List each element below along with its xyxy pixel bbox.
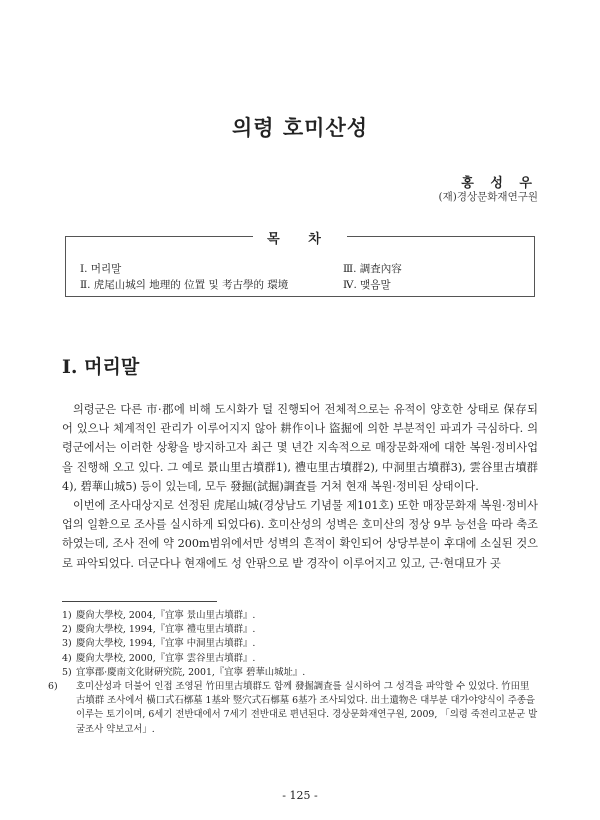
table-of-contents: [65, 232, 535, 297]
toc-heading-wrap: [66, 228, 534, 247]
footnote-num: 4): [62, 652, 72, 664]
toc-heading: 목 차: [253, 232, 347, 247]
footnote-text: 宜寧郡·慶南文化財硏究院, 2001,『宜寧 碧華山城址』.: [76, 666, 306, 678]
footnotes: [48, 609, 538, 737]
toc-item-2: Ⅱ. 虎尾山城의 地理的 位置 및 考古學的 環境: [80, 279, 289, 291]
toc-item-3: Ⅲ. 調査內容: [343, 263, 402, 275]
footnote-divider: [62, 601, 217, 602]
footnote-1: [62, 609, 538, 623]
toc-item-1: Ⅰ. 머리말: [80, 263, 122, 275]
footnote-num: 5): [62, 666, 72, 678]
footnote-2: [62, 623, 538, 637]
footnote-3: [62, 637, 538, 651]
footnote-text: 慶尙大學校, 2000,『宜寧 雲谷里古墳群』.: [76, 652, 256, 664]
footnote-text: 慶尙大學校, 1994,『宜寧 中洞里古墳群』.: [76, 638, 256, 650]
page-number: - 125 -: [282, 789, 318, 802]
footnote-num: 3): [62, 638, 72, 650]
author-name: 홍 성 우: [461, 176, 538, 191]
footnote-num: 6): [48, 681, 58, 693]
body-paragraph-2: 이번에 조사대상지로 선정된 虎尾山城(경상남도 기념물 제101호) 또한 매장문화재 복원·정비사업의 일환으로 조사를 실시하게 되었다6). 호미산성의 성벽은 호미산의 정상 9부 능선을 따라 축조하였는데, 조사 전에 약 200m범위에서만 성벽의 흔적이 확인되어 상당부분이 후대에 소실된 것으로 파악되었다. 더군다나 현재에도 성 안팎으로 밭 경작이 이루어지고 있고, 근·현대묘가 곳: [62, 499, 538, 570]
toc-item-4: Ⅳ. 맺음말: [343, 279, 391, 291]
footnote-num: 2): [62, 624, 72, 636]
footnote-num: 1): [62, 610, 72, 621]
body-paragraph-1: 의령군은 다른 市·郡에 비해 도시화가 덜 진행되어 전체적으로는 유적이 양호한 상태로 保存되어 있으나 체계적인 관리가 이루어지지 않아 耕作이나 盜掘에 의한 부분적인 파괴가 극심하다. 의령군에서는 이러한 상황을 방지하고자 최근 몇 년간 지속적으로 매장문화재에 대한 복원·정비사업을 진행해 오고 있다. 그 예로 景山里古墳群1), 禮屯里古墳群2), 中洞里古墳群3), 雲谷里古墳群4), 碧華山城5) 등이 있는데, 모두 發掘(試掘)調査를 거쳐 현재 복원·정비된 상태이다.: [62, 403, 538, 493]
article-title: 의령 호미산성: [231, 115, 369, 140]
author-affiliation: (재)경상문화재연구원: [438, 191, 538, 203]
footnote-5: [62, 666, 538, 680]
footnote-6: [48, 680, 538, 737]
footnote-text: 호미산성과 더불어 인접 조영된 竹田里古墳群도 함께 發掘調査를 실시하여 그 성격을 파악할 수 있었다. 竹田里古墳群 조사에서 橫口式石槨墓 1基와 竪穴式石槨墓 6基가 조사되었다. 出土遺物은 대부분 대가야양식이 주종을 이루는 토기이며, 6세기 전반대에서 7세기 전반대로 편년된다. 경상문화재연구원, 2009, 「의령 죽전리고분군 발굴조사 약보고서」.: [76, 681, 538, 735]
footnote-text: 慶尙大學校, 2004,『宜寧 景山里古墳群』.: [76, 610, 256, 621]
footnote-4: [62, 652, 538, 666]
footnote-text: 慶尙大學校, 1994,『宜寧 禮屯里古墳群』.: [76, 624, 256, 636]
section-heading: Ⅰ. 머리말: [62, 356, 140, 378]
